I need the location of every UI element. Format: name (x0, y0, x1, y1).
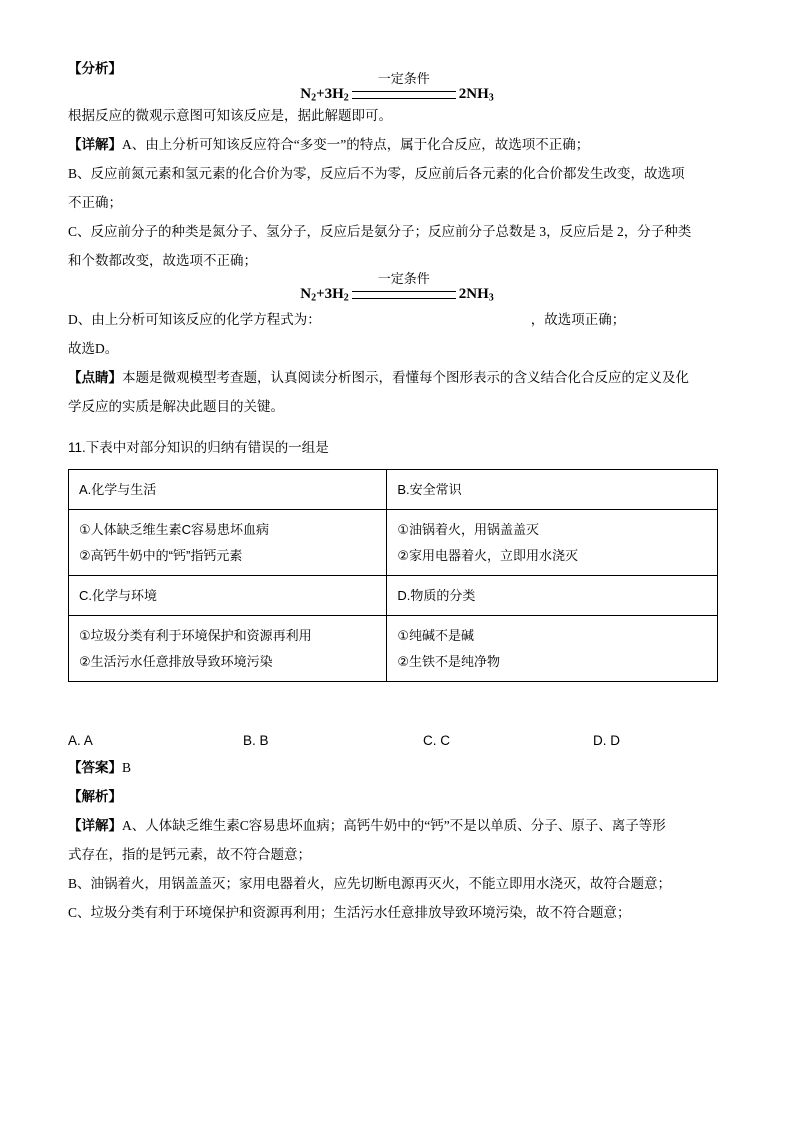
key-point-paragraph (68, 364, 726, 391)
chemical-equation-2 (300, 271, 494, 306)
equation-right-2: $2NH_3$ (458, 286, 494, 304)
cell-text: C.化学与环境 (79, 588, 158, 604)
reaction-arrow-1 (350, 71, 458, 106)
table-row (69, 616, 718, 682)
cell-text: ①油锅着火，用锅盖盖灭 (397, 522, 540, 538)
choice-row (68, 728, 718, 754)
answer-detail-a-2: 式存在，指的是钙元素，故不符合题意； (68, 846, 311, 862)
reaction-condition-2: 一定条件 (377, 271, 430, 286)
question-11-stem: 11.下表中对部分知识的归纳有错误的一组是 (68, 440, 329, 455)
answer-label: 【答案】 (68, 759, 122, 775)
cell-text: A.化学与生活 (79, 482, 157, 497)
option-b-line2: 不正确； (68, 195, 122, 210)
cell-text: ②生活污水任意排放导致环境污染 (79, 653, 273, 669)
option-d-paragraph (68, 306, 726, 333)
choice-a[interactable]: A. A (68, 733, 93, 749)
key-point-label: 【点睛】 (68, 370, 122, 385)
cell-text: ①纯碱不是碱 (397, 628, 475, 644)
table-cell-b-header (387, 470, 718, 510)
equation-display-2 (68, 271, 726, 306)
detail-label-1: 【详解】 (68, 137, 122, 152)
choice-d[interactable]: D. D (593, 733, 620, 749)
answer-detail-a-1: A、人体缺乏维生素C容易患坏血病；高钙牛奶中的“钙”不是以单质、分子、原子、离子等形 (122, 817, 666, 833)
conclusion-text: 故选D。 (68, 341, 119, 356)
option-a-text: A、由上分析可知该反应符合“多变一”的特点，属于化合反应，故选项不正确； (122, 137, 590, 152)
equation-right-1: $2NH_3$ (458, 86, 494, 104)
answer-detail-c: C、垃圾分类有利于环境保护和资源再利用；生活污水任意排放导致环境污染，故不符合题意； (68, 904, 631, 920)
table-cell-a-body (69, 510, 387, 576)
table-row (69, 576, 718, 616)
knowledge-table (68, 469, 718, 682)
knowledge-table-wrapper (68, 469, 726, 682)
option-d-suffix: ，故选项正确； (530, 312, 626, 327)
cell-text: D.物质的分类 (397, 588, 476, 604)
table-row (69, 470, 718, 510)
answer-detail-paragraph (68, 812, 726, 839)
equation-left-2: $N_2+3H_2$ (300, 286, 349, 304)
cell-text: ①垃圾分类有利于环境保护和资源再利用 (79, 628, 312, 644)
arrow-double-line-2 (352, 291, 456, 299)
option-c-line1: C、反应前分子的种类是氮分子、氢分子，反应后是氨分子；反应前分子总数是 3，反应后是 2，分子种类 (68, 224, 692, 239)
key-point-text-2: 学反应的实质是解决此题目的关键。 (68, 399, 284, 414)
cell-text: B.安全常识 (397, 482, 462, 497)
answer-paragraph (68, 754, 726, 781)
table-cell-c-body (69, 616, 387, 682)
cell-text: ②高钙牛奶中的“钙”指钙元素 (79, 547, 243, 563)
option-d-prefix: D、由上分析可知该反应的化学方程式为： (68, 312, 321, 327)
answer-value: B (122, 759, 132, 775)
explanation-label: 【解析】 (68, 788, 122, 804)
cell-text: ②家用电器着火，立即用水浇灭 (397, 547, 579, 563)
option-b-line1: B、反应前氮元素和氢元素的化合价为零，反应后不为零，反应前后各元素的化合价都发生改变，故选项 (68, 166, 685, 181)
key-point-text-1: 本题是微观模型考查题，认真阅读分析图示，看懂每个图形表示的含义结合化合反应的定义及化 (122, 370, 689, 385)
table-cell-d-body (387, 616, 718, 682)
analysis-paragraph (68, 102, 726, 129)
option-c-line2: 和个数都改变，故选项不正确； (68, 253, 257, 268)
table-cell-c-header (69, 576, 387, 616)
arrow-double-line-1 (352, 91, 456, 99)
choice-c[interactable]: C. C (423, 733, 450, 749)
detail-paragraph-a (68, 131, 726, 158)
analysis-prefix: 根据反应的微观示意图可知该反应是 (68, 108, 284, 123)
table-row (69, 510, 718, 576)
cell-text: ②生铁不是纯净物 (397, 653, 501, 669)
choice-b[interactable]: B. B (243, 733, 269, 749)
answer-detail-b: B、油锅着火，用锅盖盖灭；家用电器着火，应先切断电源再灭火，不能立即用水浇灭，故符合题意； (68, 875, 672, 891)
analysis-label: 【分析】 (68, 61, 122, 76)
table-cell-a-header (69, 470, 387, 510)
detail-label-2: 【详解】 (68, 817, 122, 833)
reaction-condition-1: 一定条件 (377, 71, 430, 86)
equation-left-1: $N_2+3H_2$ (300, 86, 349, 104)
table-cell-b-body (387, 510, 718, 576)
analysis-suffix: ，据此解题即可。 (284, 108, 392, 123)
reaction-arrow-2 (350, 271, 458, 306)
cell-text: ①人体缺乏维生素C容易患坏血病 (79, 522, 270, 538)
table-cell-d-header (387, 576, 718, 616)
